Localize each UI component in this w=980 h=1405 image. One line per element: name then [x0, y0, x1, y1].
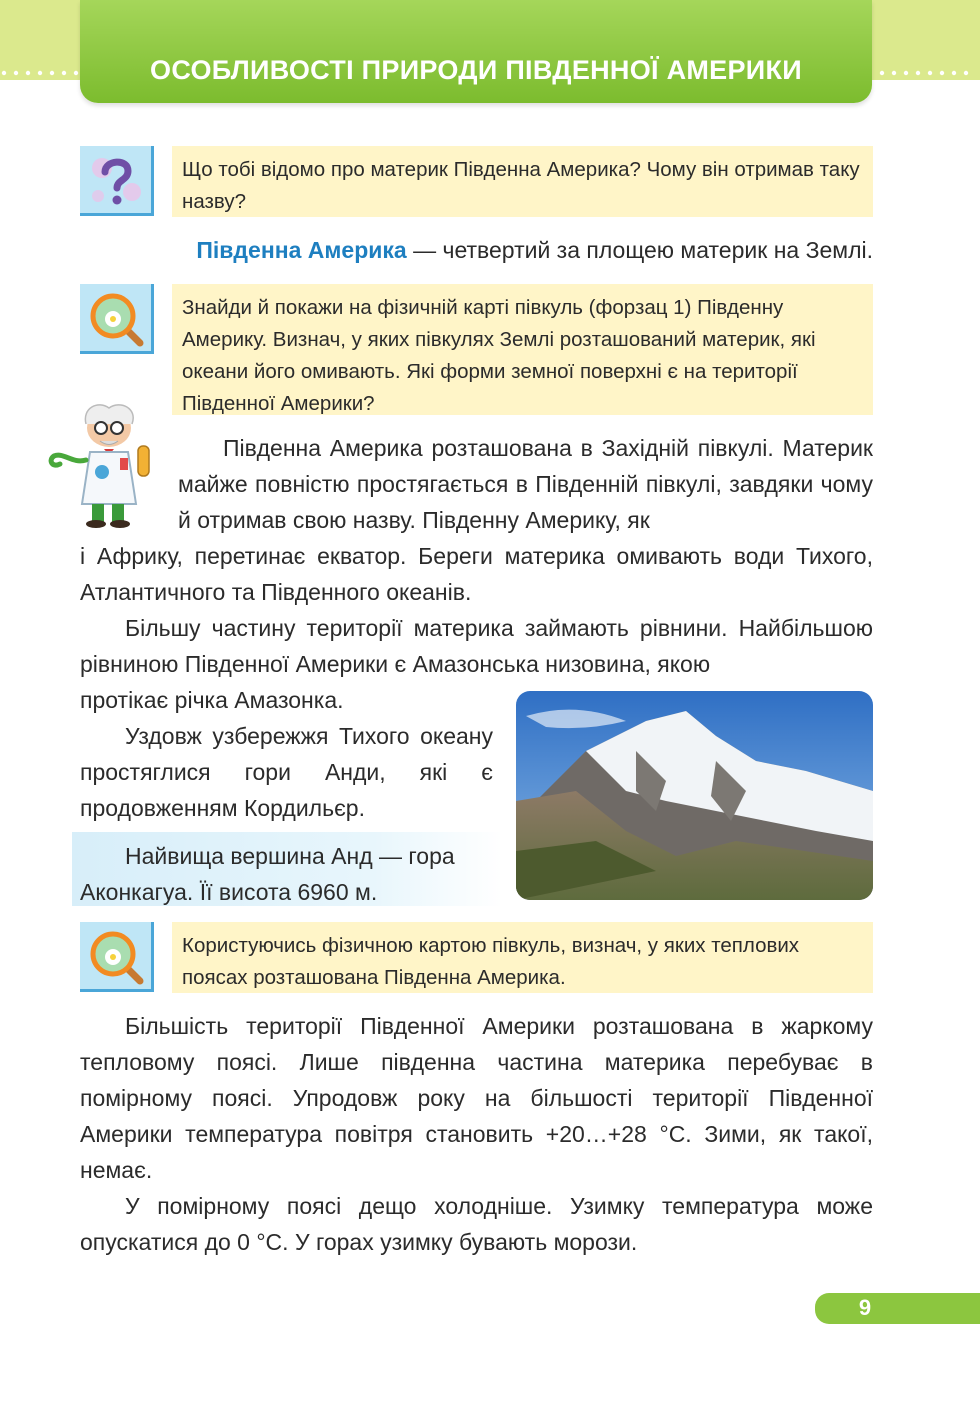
- paragraph-5: У помірному поясі дещо холодніше. Узимку температура може опускатися до 0 °С. У горах узимку бувають морози.: [80, 1193, 873, 1255]
- task-box-1: Знайди й покажи на фізичній карті півкуль (форзац 1) Південну Америку. Визнач, у яких півкулях Землі розташований материк, які океани його омивають. Які форми земної поверхні є на території Південної Америки?: [172, 284, 873, 415]
- paragraph-2a: Більшу частину території материка займають рівнини. Найбільшою рівниною Південної Америки є Амазонська низовина, якою: [80, 615, 873, 677]
- decorative-dots-left: [0, 70, 82, 76]
- page-number: 9: [858, 1295, 872, 1320]
- question-box: Що тобі відомо про материк Південна Америка? Чому він отримав таку назву?: [172, 146, 873, 217]
- task-tile-1: [80, 284, 154, 354]
- paragraph-1a: Південна Америка розташована в Західній півкулі. Материк майже повністю простягається в Південній півкулі, завдяки чому й отримав свою назву. Південну Америку, як: [178, 435, 873, 533]
- question-mark-icon: [80, 146, 151, 213]
- magnifier-icon: [80, 284, 151, 351]
- intro-line: [80, 232, 873, 268]
- magnifier-icon: [80, 922, 151, 989]
- page-number-tab: [815, 1293, 980, 1324]
- question-tile: [80, 146, 154, 216]
- paragraph-2b: протікає річка Амазонка.: [80, 687, 344, 713]
- paragraph-3: Уздовж узбережжя Тихого океану простяглися гори Анди, які є продовженням Кордильєр.: [80, 723, 493, 821]
- decorative-dots-right: [876, 70, 980, 76]
- fact-text: Найвища вершина Анд — гора Аконкагуа. Її висота 6960 м.: [80, 843, 455, 905]
- title-banner: [80, 0, 872, 103]
- intro-rest: — четвертий за площею материк на Землі.: [406, 237, 873, 263]
- task-tile-2: [80, 922, 154, 992]
- paragraph-4: Більшість території Південної Америки розташована в жаркому тепловому поясі. Лише південна частина материка перебуває в помірному поясі. Упродовж року на більшості території Південної Америки температура повітря становить +20…+28 °С. Зими, як такої, немає.: [80, 1013, 873, 1183]
- andes-mountain-image: [516, 691, 873, 900]
- term-south-america: Південна Америка: [196, 237, 407, 263]
- task-box-2: Користуючись фізичною картою півкуль, визнач, у яких теплових поясах розташована Південна Америка.: [172, 922, 873, 993]
- professor-character-icon: [46, 394, 166, 528]
- page-title: ОСОБЛИВОСТІ ПРИРОДИ ПІВДЕННОЇ АМЕРИКИ: [150, 55, 802, 85]
- paragraph-1b: і Африку, перетинає екватор. Береги материка омивають води Тихого, Атлантичного та Південного океанів.: [80, 543, 873, 605]
- mountain-photo: [516, 691, 873, 900]
